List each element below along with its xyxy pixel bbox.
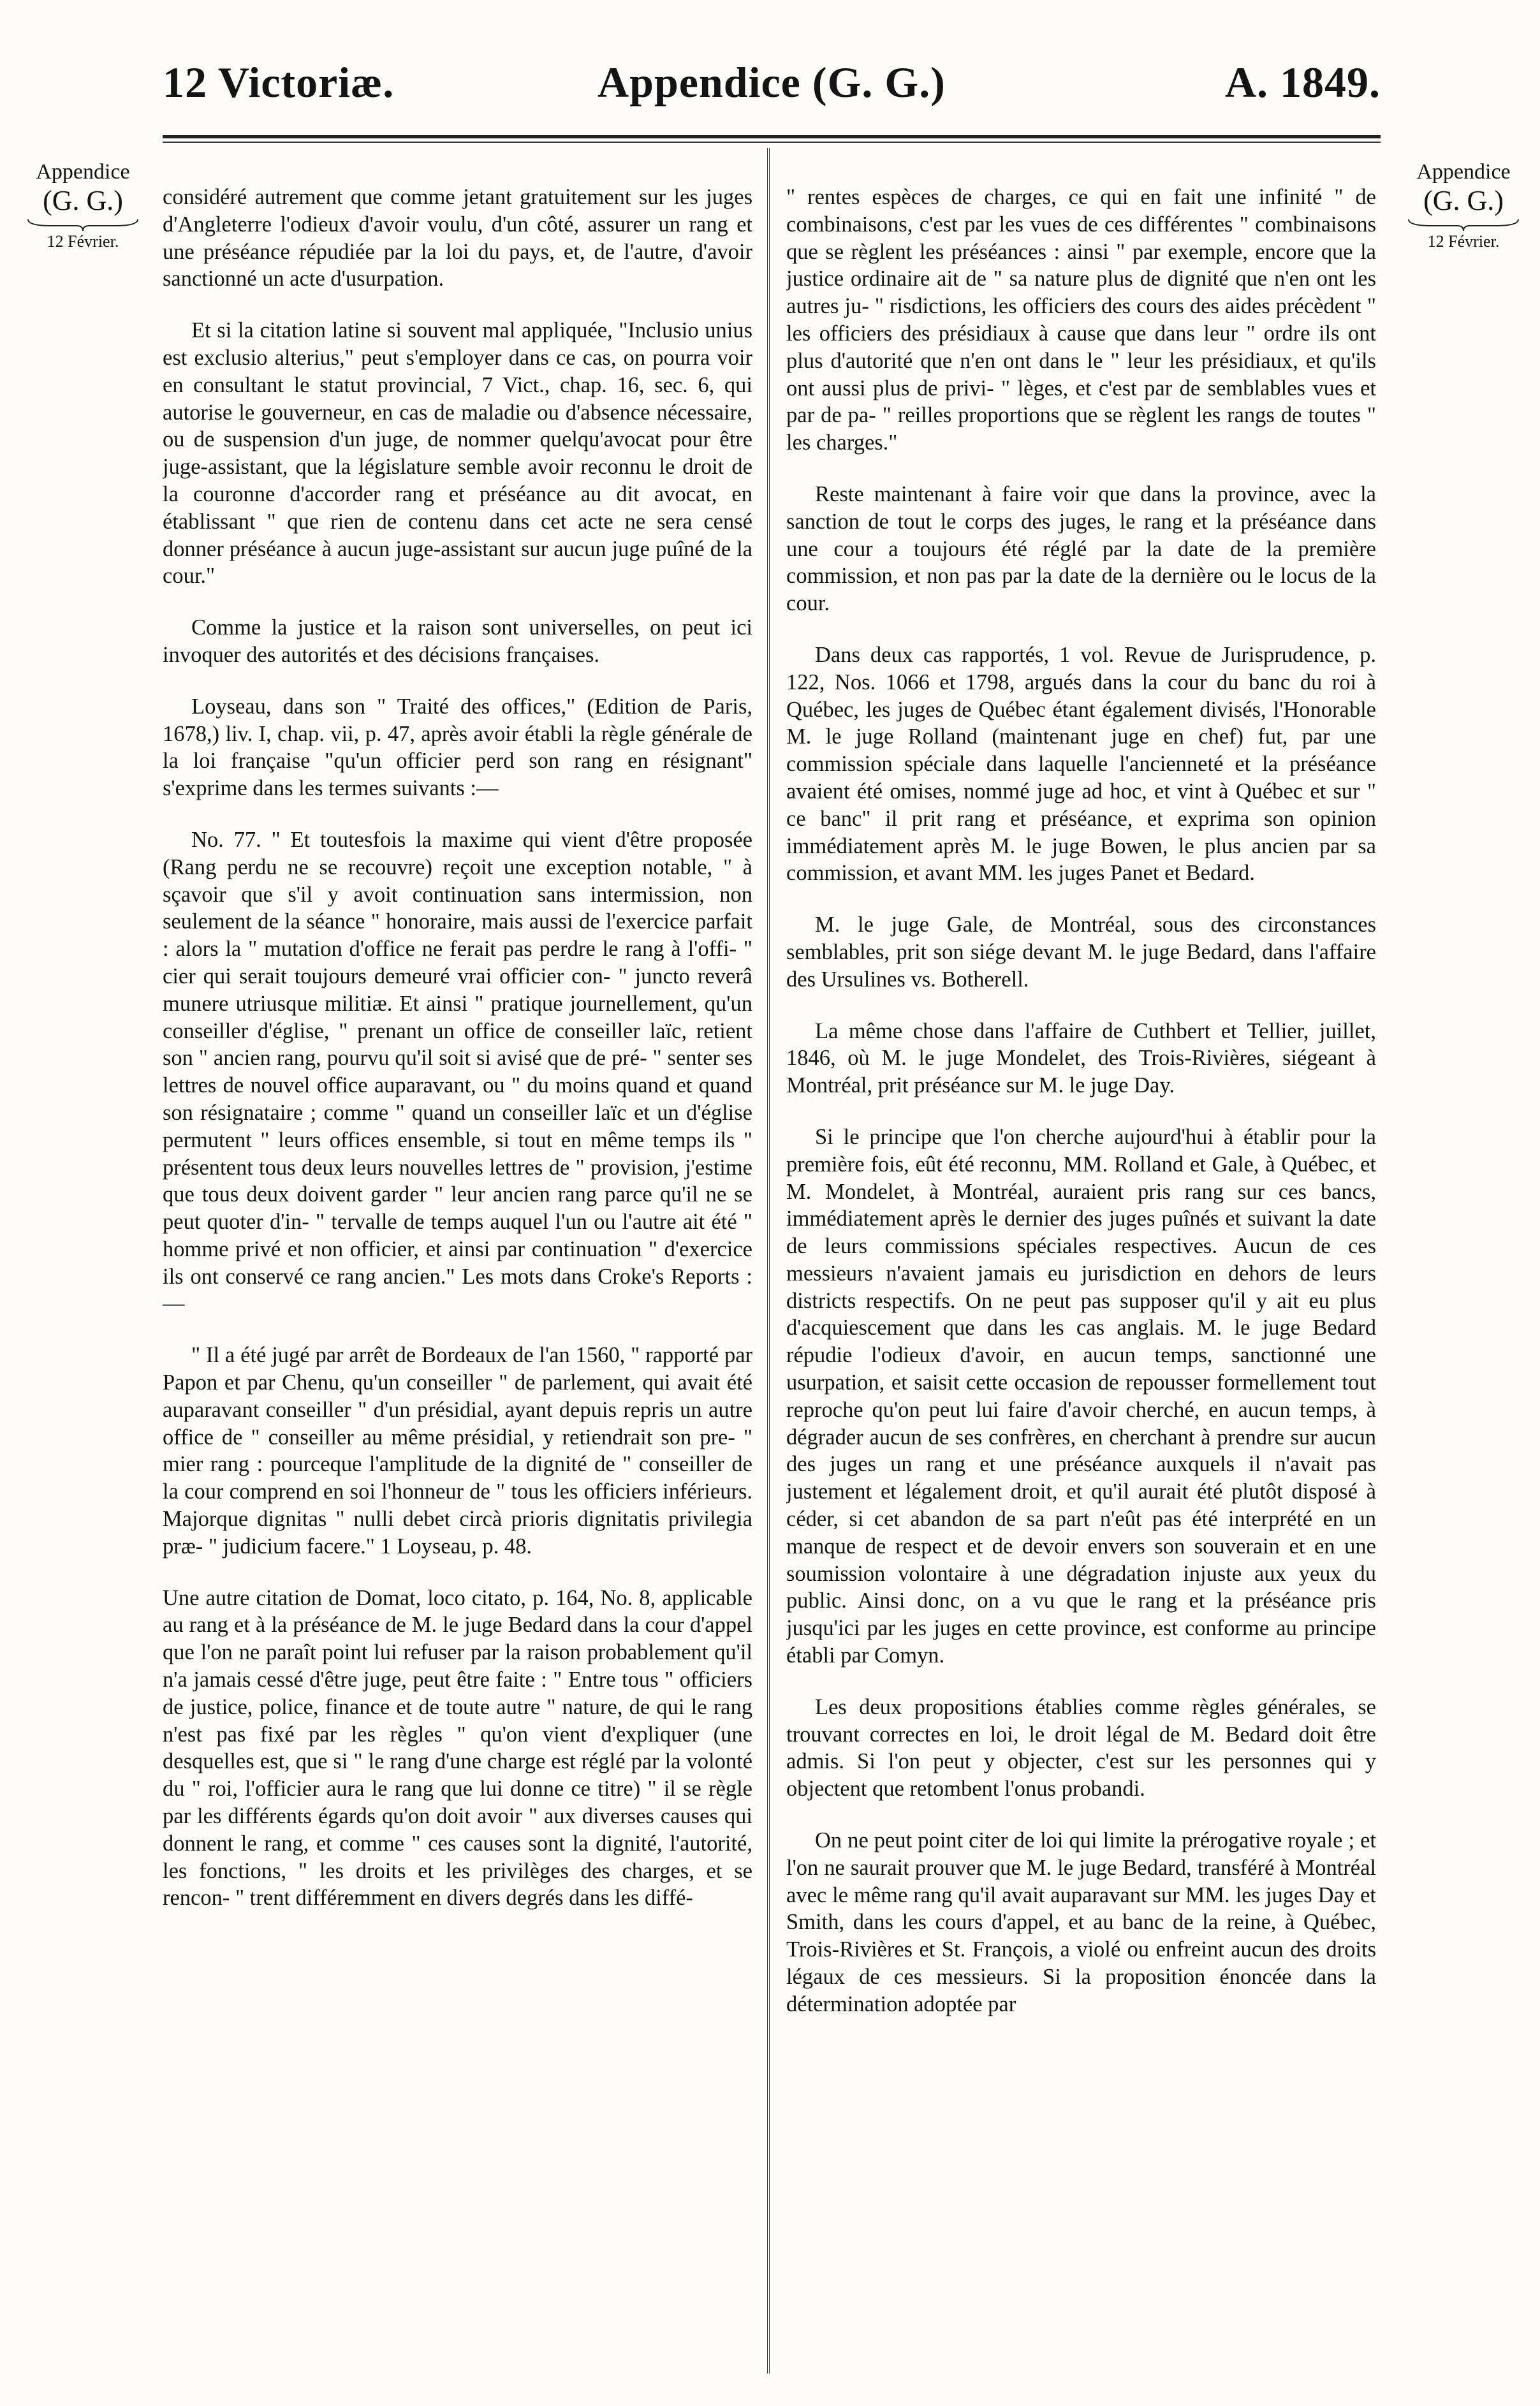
margin-appendix-label: Appendice	[1416, 160, 1511, 184]
paragraph: Reste maintenant à faire voir que dans la province, avec la sanction de tout le corps des juges, le rang et la préséance dans une cour a toujours été réglé par la date de la première commission, et non pas par la date de la dernière ou le locus de la cour.	[786, 481, 1376, 616]
margin-brace-icon	[1406, 217, 1521, 232]
header-rule-thick	[163, 135, 1381, 138]
paragraph: considéré autrement que comme jetant gratuitement sur les juges d'Angleterre l'odieux d'avoir voulu, d'un côté, assurer un rang et une préséance répudiée par la loi du pays, et, de l'autre, d'avoir sanctionné un acte d'usurpation.	[163, 185, 752, 291]
header-appendix-title: Appendice (G. G.)	[598, 58, 946, 106]
margin-appendix-code: (G. G.)	[1423, 185, 1504, 216]
right-margin-note	[1400, 159, 1527, 251]
paragraph: M. le juge Gale, de Montréal, sous des circonstances semblables, prit son siége devant M. le juge Bedard, dans l'affaire des Ursulines vs. Botherell.	[786, 913, 1376, 992]
right-column	[786, 184, 1376, 2377]
left-column	[163, 184, 752, 2377]
margin-appendix-code: (G. G.)	[43, 185, 123, 216]
paragraph: On ne peut point citer de loi qui limite la prérogative royale ; et l'on ne saurait prouver que M. le juge Bedard, transféré à Montréal avec le même rang qu'il avait auparavant sur MM. les juges Day et Smith, dans les cours d'appel, et au banc de la reine, à Québec, Trois-Rivières et St. François, a violé ou enfreint aucun des droits légaux de ces messieurs. Si la proposition énoncée dans la détermination adoptée par	[786, 1828, 1376, 2016]
paragraph: Comme la justice et la raison sont universelles, on peut ici invoquer des autorités et des décisions françaises.	[163, 615, 752, 667]
paragraph: Dans deux cas rapportés, 1 vol. Revue de Jurisprudence, p. 122, Nos. 1066 et 1798, argués dans la cour du banc du roi à Québec, les juges de Québec étant également divisés, l'Honorable M. le juge Rolland (maintenant juge en chef) fut, par une commission spéciale dans laquelle l'ancienneté et la préséance avaient été omises, nommé juge ad hoc, et vint à Québec et sur " ce banc" il prit rang et préséance, et exprima son opinion immédiatement après M. le juge Bowen, le plus ancien par sa commission, et avant MM. les juges Panet et Bedard.	[786, 642, 1376, 886]
paragraph: Si le principe que l'on cherche aujourd'hui à établir pour la première fois, eût été reconnu, MM. Rolland et Gale, à Québec, et M. Mondelet, à Montréal, auraient pris rang sur ces bancs, immédiatement après le dernier des juges puînés et suivant la date de leurs commissions spéciales respectives. Aucun de ces messieurs n'avaient jamais eu jurisdiction en dehors de leurs districts respectifs. On ne peut pas supposer qu'il y ait eu plus d'acquiescement que dans les cas anglais. M. le juge Bedard répudie l'odieux d'avoir, en aucun temps, sanctionné une usurpation, et saisit cette occasion de repousser formellement tout reproche qu'on peut lui faire d'avoir cherché, en aucun temps, à dégrader aucun de ses confrères, en cherchant à prendre sur aucun des juges un rang et une préséance auxquels il n'avait pas justement et légalement droit, et qu'il aurait été plutôt disposé à céder, si cet abandon de sa part n'eût pas été interprété en un manque de respect et de devoir envers son souverain et en une soumission volontaire à une dégradation injuste aux yeux du public. Ainsi donc, on a vu que le rang et la préséance pris jusqu'ici par les juges en cette province, est conforme au principe établi par Comyn.	[786, 1124, 1376, 1668]
paragraph: Les deux propositions établies comme règles générales, se trouvant correctes en loi, le droit légal de M. Bedard doit être admis. Si l'on peut y objecter, c'est sur les personnes qui y objectent que retombent l'onus probandi.	[786, 1694, 1376, 1801]
column-divider	[767, 148, 770, 2373]
paragraph: Loyseau, dans son " Traité des offices," (Edition de Paris, 1678,) liv. I, chap. vii, p. 47, après avoir établi la règle générale de la loi française "qu'un officier perd son rang en résignant" s'exprime dans les termes suivants :—	[163, 694, 752, 801]
margin-brace-icon	[26, 217, 140, 232]
left-margin-note	[19, 159, 147, 251]
quotation: " rentes espèces de charges, ce qui en fait une infinité " de combinaisons, c'est par les vues de ces différentes " combinaisons que se règlent les préséances : ainsi " par exemple, encore que la justice ordinaire ait de " sa nature plus de dignité que n'en ont les autres ju- " risdictions, les officiers des cours des aides précèdent " les officiers des présidiaux à cause que dans leur " ordre ils ont plus d'autorité que n'en ont dans le " leur les présidiaux, et qu'ils ont aussi plus de privi- " lèges, et c'est par de semblables vues et par de pa- " reilles proportions que se règlent les rangs de toutes " les charges."	[786, 185, 1376, 455]
quotation: " Il a été jugé par arrêt de Bordeaux de l'an 1560, " rapporté par Papon et par Chenu, qu'un conseiller " de parlement, qui avait été auparavant conseiller " d'un présidial, ayant depuis repris un autre office de " conseiller au même présidial, y retiendrait son pre- " mier rang : pourceque l'amplitude de la dignité de " conseiller de la cour comprend en soi l'honneur de " tous les officiers inférieurs. Majorque dignitas " nulli debet circà prioris dignitatis privilegia præ- " judicium facere." 1 Loyseau, p. 48.	[163, 1343, 752, 1559]
paragraph: No. 77. " Et toutesfois la maxime qui vient d'être proposée (Rang perdu ne se recouvre) reçoit une exception notable, " à sçavoir que s'il y avoit continuation sans intermission, non seulement de la séance " honoraire, mais aussi de l'exercice parfait : alors la " mutation d'office ne ferait pas perdre le rang à l'offi- " cier qui serait toujours demeuré vrai officier con- " juncto reverâ munere utriusque militiæ. Et ainsi " pratique journellement, qu'un conseiller d'église, " prenant un office de conseiller laïc, retient son " ancien rang, pourvu qu'il soit si avisé que de pré- " senter ses lettres de nouvel office auparavant, ou " du moins quand et quand son résignataire ; comme " quand un conseiller laïc et un d'église permutent " leurs offices ensemble, si tout en même temps ils " présentent tous deux leurs nouvelles lettres de " provision, j'estime que tous deux doivent garder " leur ancien rang parce qu'il ne se peut quoter d'in- " tervalle de temps auquel l'un ou l'autre ait été " homme privé et non officier, et ainsi par continuation " d'exercice ils ont conservé ce rang ancien." Les mots dans Croke's Reports :—	[163, 827, 752, 1316]
margin-appendix-label: Appendice	[36, 160, 130, 184]
header-session: 12 Victoriæ.	[163, 58, 395, 106]
margin-date: 12 Février.	[47, 232, 119, 251]
margin-date: 12 Février.	[1427, 232, 1500, 251]
paragraph: La même chose dans l'affaire de Cuthbert et Tellier, juillet, 1846, où M. le juge Mondelet, des Trois-Rivières, siégeant à Montréal, prit préséance sur M. le juge Day.	[786, 1018, 1376, 1098]
running-header	[163, 45, 1381, 115]
paragraph: Une autre citation de Domat, loco citato, p. 164, No. 8, applicable au rang et à la préséance de M. le juge Bedard dans la cour d'appel que l'on ne paraît point lui refuser par la raison probablement qu'il n'a jamais cessé d'être juge, peut être faite : " Entre tous " officiers de justice, police, finance et de toute autre " nature, de qui le rang n'est pas fixé par les règles " qu'on vient d'expliquer (une desquelles est, que si " le rang d'une charge est réglé par la volonté du " roi, l'officier aura le rang que lui donne ce titre) " il se règle par les différents égards qu'on doit avoir " aux diverses causes qui donnent le rang, et comme " ces causes sont la dignité, l'autorité, les fonctions, " les droits et les privilèges des charges, et se rencon- " trent différemment en divers degrés dans les diffé-	[163, 1585, 752, 1911]
paragraph: Et si la citation latine si souvent mal appliquée, "Inclusio unius est exclusio alterius," peut s'employer dans ce cas, on pourra voir en consultant le statut provincial, 7 Vict., chap. 16, sec. 6, qui autorise le gouverneur, en cas de maladie ou d'absence nécessaire, ou de suspension d'un juge, de nommer quelqu'avocat pour être juge-assistant, que la législature semble avoir reconnu le droit de la couronne d'accorder rang et préséance au dit avocat, en établissant " que rien de contenu dans cet acte ne sera censé donner préséance à aucun juge-assistant sur aucun juge puîné de la cour."	[163, 318, 752, 589]
header-rule-thin	[163, 142, 1381, 143]
header-year: A. 1849.	[1224, 58, 1381, 106]
